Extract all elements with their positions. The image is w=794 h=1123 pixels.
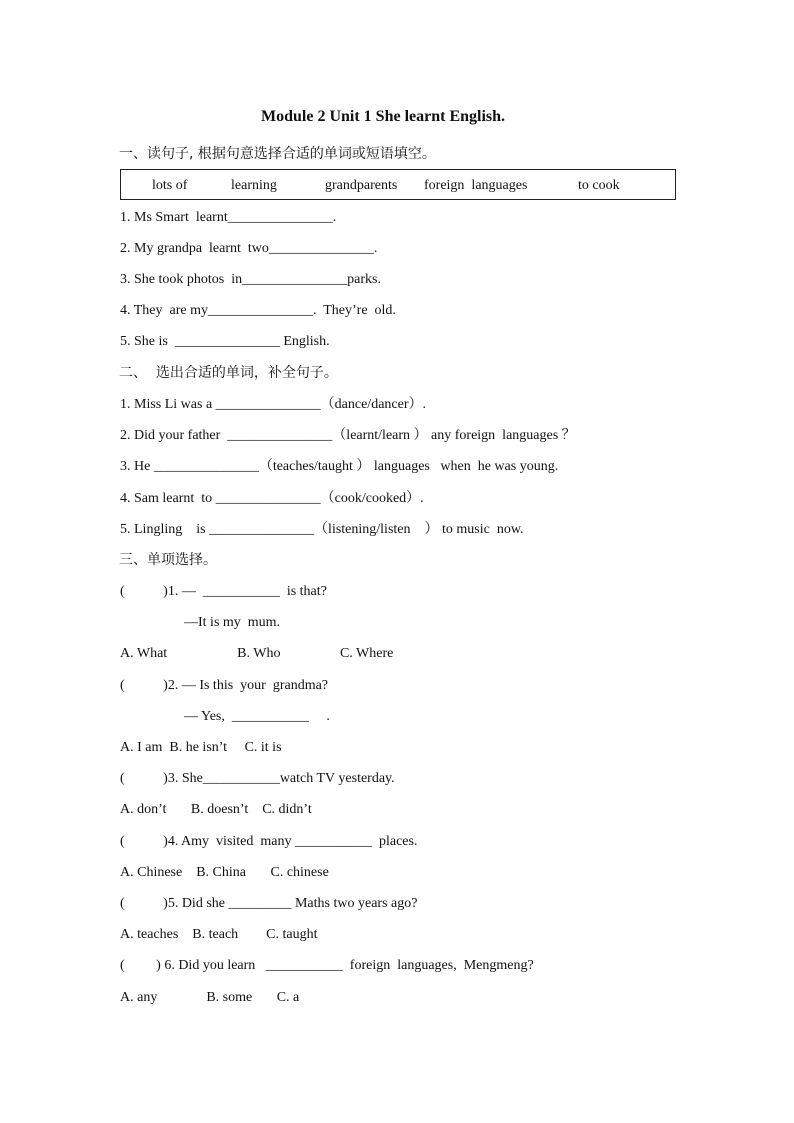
fill-in-item: 1. Ms Smart learnt_______________.: [120, 210, 337, 225]
choose-word-item: 2. Did your father _______________（learnt/learn ） any foreign languages ？: [120, 428, 576, 443]
section1-heading: 一、读句子, 根据句意选择合适的单词或短语填空。: [119, 146, 436, 162]
answer-options: A. I am B. he isn’t C. it is: [120, 740, 282, 755]
choose-word-item: 4. Sam learnt to _______________（cook/cooked）.: [120, 491, 424, 506]
question-line: — Yes, ___________ .: [184, 709, 330, 724]
fill-in-item: 2. My grandpa learnt two_______________.: [120, 241, 378, 256]
word-bank-item: foreign languages: [424, 178, 528, 193]
choose-word-item: 5. Lingling is _______________（listening/listen ） to music now.: [120, 522, 524, 537]
choose-word-item: 3. He _______________（teaches/taught ） languages when he was young.: [120, 459, 559, 474]
page-title: Module 2 Unit 1 She learnt English.: [261, 108, 506, 125]
answer-options: A. teaches B. teach C. taught: [120, 927, 318, 942]
section3-heading: 三、单项选择。: [119, 552, 217, 568]
choose-word-item: 1. Miss Li was a _______________（dance/dancer）.: [120, 397, 426, 412]
answer-options: A. What B. Who C. Where: [120, 646, 394, 661]
answer-options: A. any B. some C. a: [120, 990, 300, 1005]
question-line: ( )3. She___________watch TV yesterday.: [120, 771, 395, 786]
word-bank-item: lots of: [152, 178, 188, 193]
fill-in-item: 3. She took photos in_______________parks.: [120, 272, 381, 287]
word-bank-item: to cook: [578, 178, 620, 193]
word-bank-item: grandparents: [325, 178, 398, 193]
answer-options: A. don’t B. doesn’t C. didn’t: [120, 802, 312, 817]
question-line: ( )1. — ___________ is that?: [120, 584, 327, 599]
question-line: ( )4. Amy visited many ___________ places.: [120, 834, 418, 849]
question-line: —It is my mum.: [184, 615, 281, 630]
question-line: ( )2. — Is this your grandma?: [120, 678, 329, 693]
word-bank-box: [120, 169, 676, 200]
section2-heading: 二、 选出合适的单词，补全句子。: [119, 365, 338, 381]
question-line: ( )5. Did she _________ Maths two years ago?: [120, 896, 418, 911]
fill-in-item: 5. She is _______________ English.: [120, 334, 330, 349]
answer-options: A. Chinese B. China C. chinese: [120, 865, 329, 880]
question-line: ( ) 6. Did you learn ___________ foreign languages, Mengmeng?: [120, 958, 534, 973]
fill-in-item: 4. They are my_______________. They’re old.: [120, 303, 396, 318]
word-bank-item: learning: [231, 178, 277, 193]
